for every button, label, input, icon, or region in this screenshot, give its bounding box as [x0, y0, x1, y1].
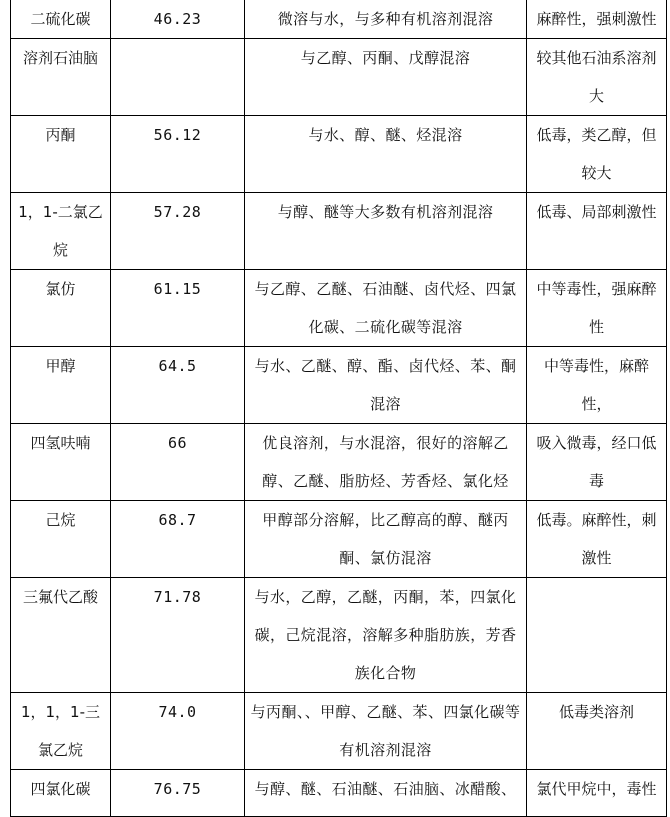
table-row	[11, 501, 667, 578]
boiling-point: 64.5	[111, 347, 245, 424]
toxicity-notes: 低毒类溶剂	[527, 693, 667, 770]
boiling-point: 61.15	[111, 270, 245, 347]
table-row	[11, 424, 667, 501]
solvent-name: 溶剂石油脑	[11, 39, 111, 116]
boiling-point	[111, 39, 245, 116]
table-row	[11, 0, 667, 39]
solubility-text: 与醇、醚等大多数有机溶剂混溶	[245, 193, 527, 270]
table-row	[11, 770, 667, 817]
solvent-name: 1，1-二氯乙烷	[11, 193, 111, 270]
boiling-point: 76.75	[111, 770, 245, 817]
boiling-point: 68.7	[111, 501, 245, 578]
boiling-point: 57.28	[111, 193, 245, 270]
toxicity-notes	[527, 578, 667, 693]
boiling-point: 74.0	[111, 693, 245, 770]
table-row	[11, 270, 667, 347]
solvent-properties-table	[10, 0, 667, 817]
solubility-text: 微溶与水，与多种有机溶剂混溶	[245, 0, 527, 39]
table-body	[11, 0, 667, 817]
solvent-name: 三氟代乙酸	[11, 578, 111, 693]
solubility-text: 与丙酮、、甲醇、乙醚、苯、四氯化碳等有机溶剂混溶	[245, 693, 527, 770]
boiling-point: 56.12	[111, 116, 245, 193]
solubility-text: 与水、醇、醚、烃混溶	[245, 116, 527, 193]
solubility-text: 与水、乙醚、醇、酯、卤代烃、苯、酮混溶	[245, 347, 527, 424]
toxicity-notes: 吸入微毒，经口低毒	[527, 424, 667, 501]
table-row	[11, 693, 667, 770]
solvent-name: 甲醇	[11, 347, 111, 424]
boiling-point: 46.23	[111, 0, 245, 39]
solubility-text: 优良溶剂，与水混溶，很好的溶解乙醇、乙醚、脂肪烃、芳香烃、氯化烃	[245, 424, 527, 501]
boiling-point: 66	[111, 424, 245, 501]
solvent-name: 二硫化碳	[11, 0, 111, 39]
toxicity-notes: 中等毒性，麻醉性，	[527, 347, 667, 424]
toxicity-notes: 低毒。麻醉性，刺激性	[527, 501, 667, 578]
toxicity-notes: 氯代甲烷中，毒性	[527, 770, 667, 817]
solvent-name: 1，1，1-三氯乙烷	[11, 693, 111, 770]
solvent-name: 丙酮	[11, 116, 111, 193]
solubility-text: 与乙醇、乙醚、石油醚、卤代烃、四氯化碳、二硫化碳等混溶	[245, 270, 527, 347]
boiling-point: 71.78	[111, 578, 245, 693]
solvent-name: 四氢呋喃	[11, 424, 111, 501]
toxicity-notes: 麻醉性，强刺激性	[527, 0, 667, 39]
toxicity-notes: 低毒、局部刺激性	[527, 193, 667, 270]
solubility-text: 与乙醇、丙酮、戊醇混溶	[245, 39, 527, 116]
table-row	[11, 116, 667, 193]
table-row	[11, 578, 667, 693]
solubility-text: 与水，乙醇，乙醚，丙酮，苯，四氯化碳，己烷混溶，溶解多种脂肪族，芳香族化合物	[245, 578, 527, 693]
table-row	[11, 193, 667, 270]
solubility-text: 与醇、醚、石油醚、石油脑、冰醋酸、	[245, 770, 527, 817]
toxicity-notes: 低毒，类乙醇，但较大	[527, 116, 667, 193]
solubility-text: 甲醇部分溶解，比乙醇高的醇、醚丙酮、氯仿混溶	[245, 501, 527, 578]
solvent-name: 己烷	[11, 501, 111, 578]
solvent-name: 氯仿	[11, 270, 111, 347]
table-row	[11, 39, 667, 116]
table-row	[11, 347, 667, 424]
toxicity-notes: 中等毒性，强麻醉性	[527, 270, 667, 347]
toxicity-notes: 较其他石油系溶剂大	[527, 39, 667, 116]
solvent-name: 四氯化碳	[11, 770, 111, 817]
